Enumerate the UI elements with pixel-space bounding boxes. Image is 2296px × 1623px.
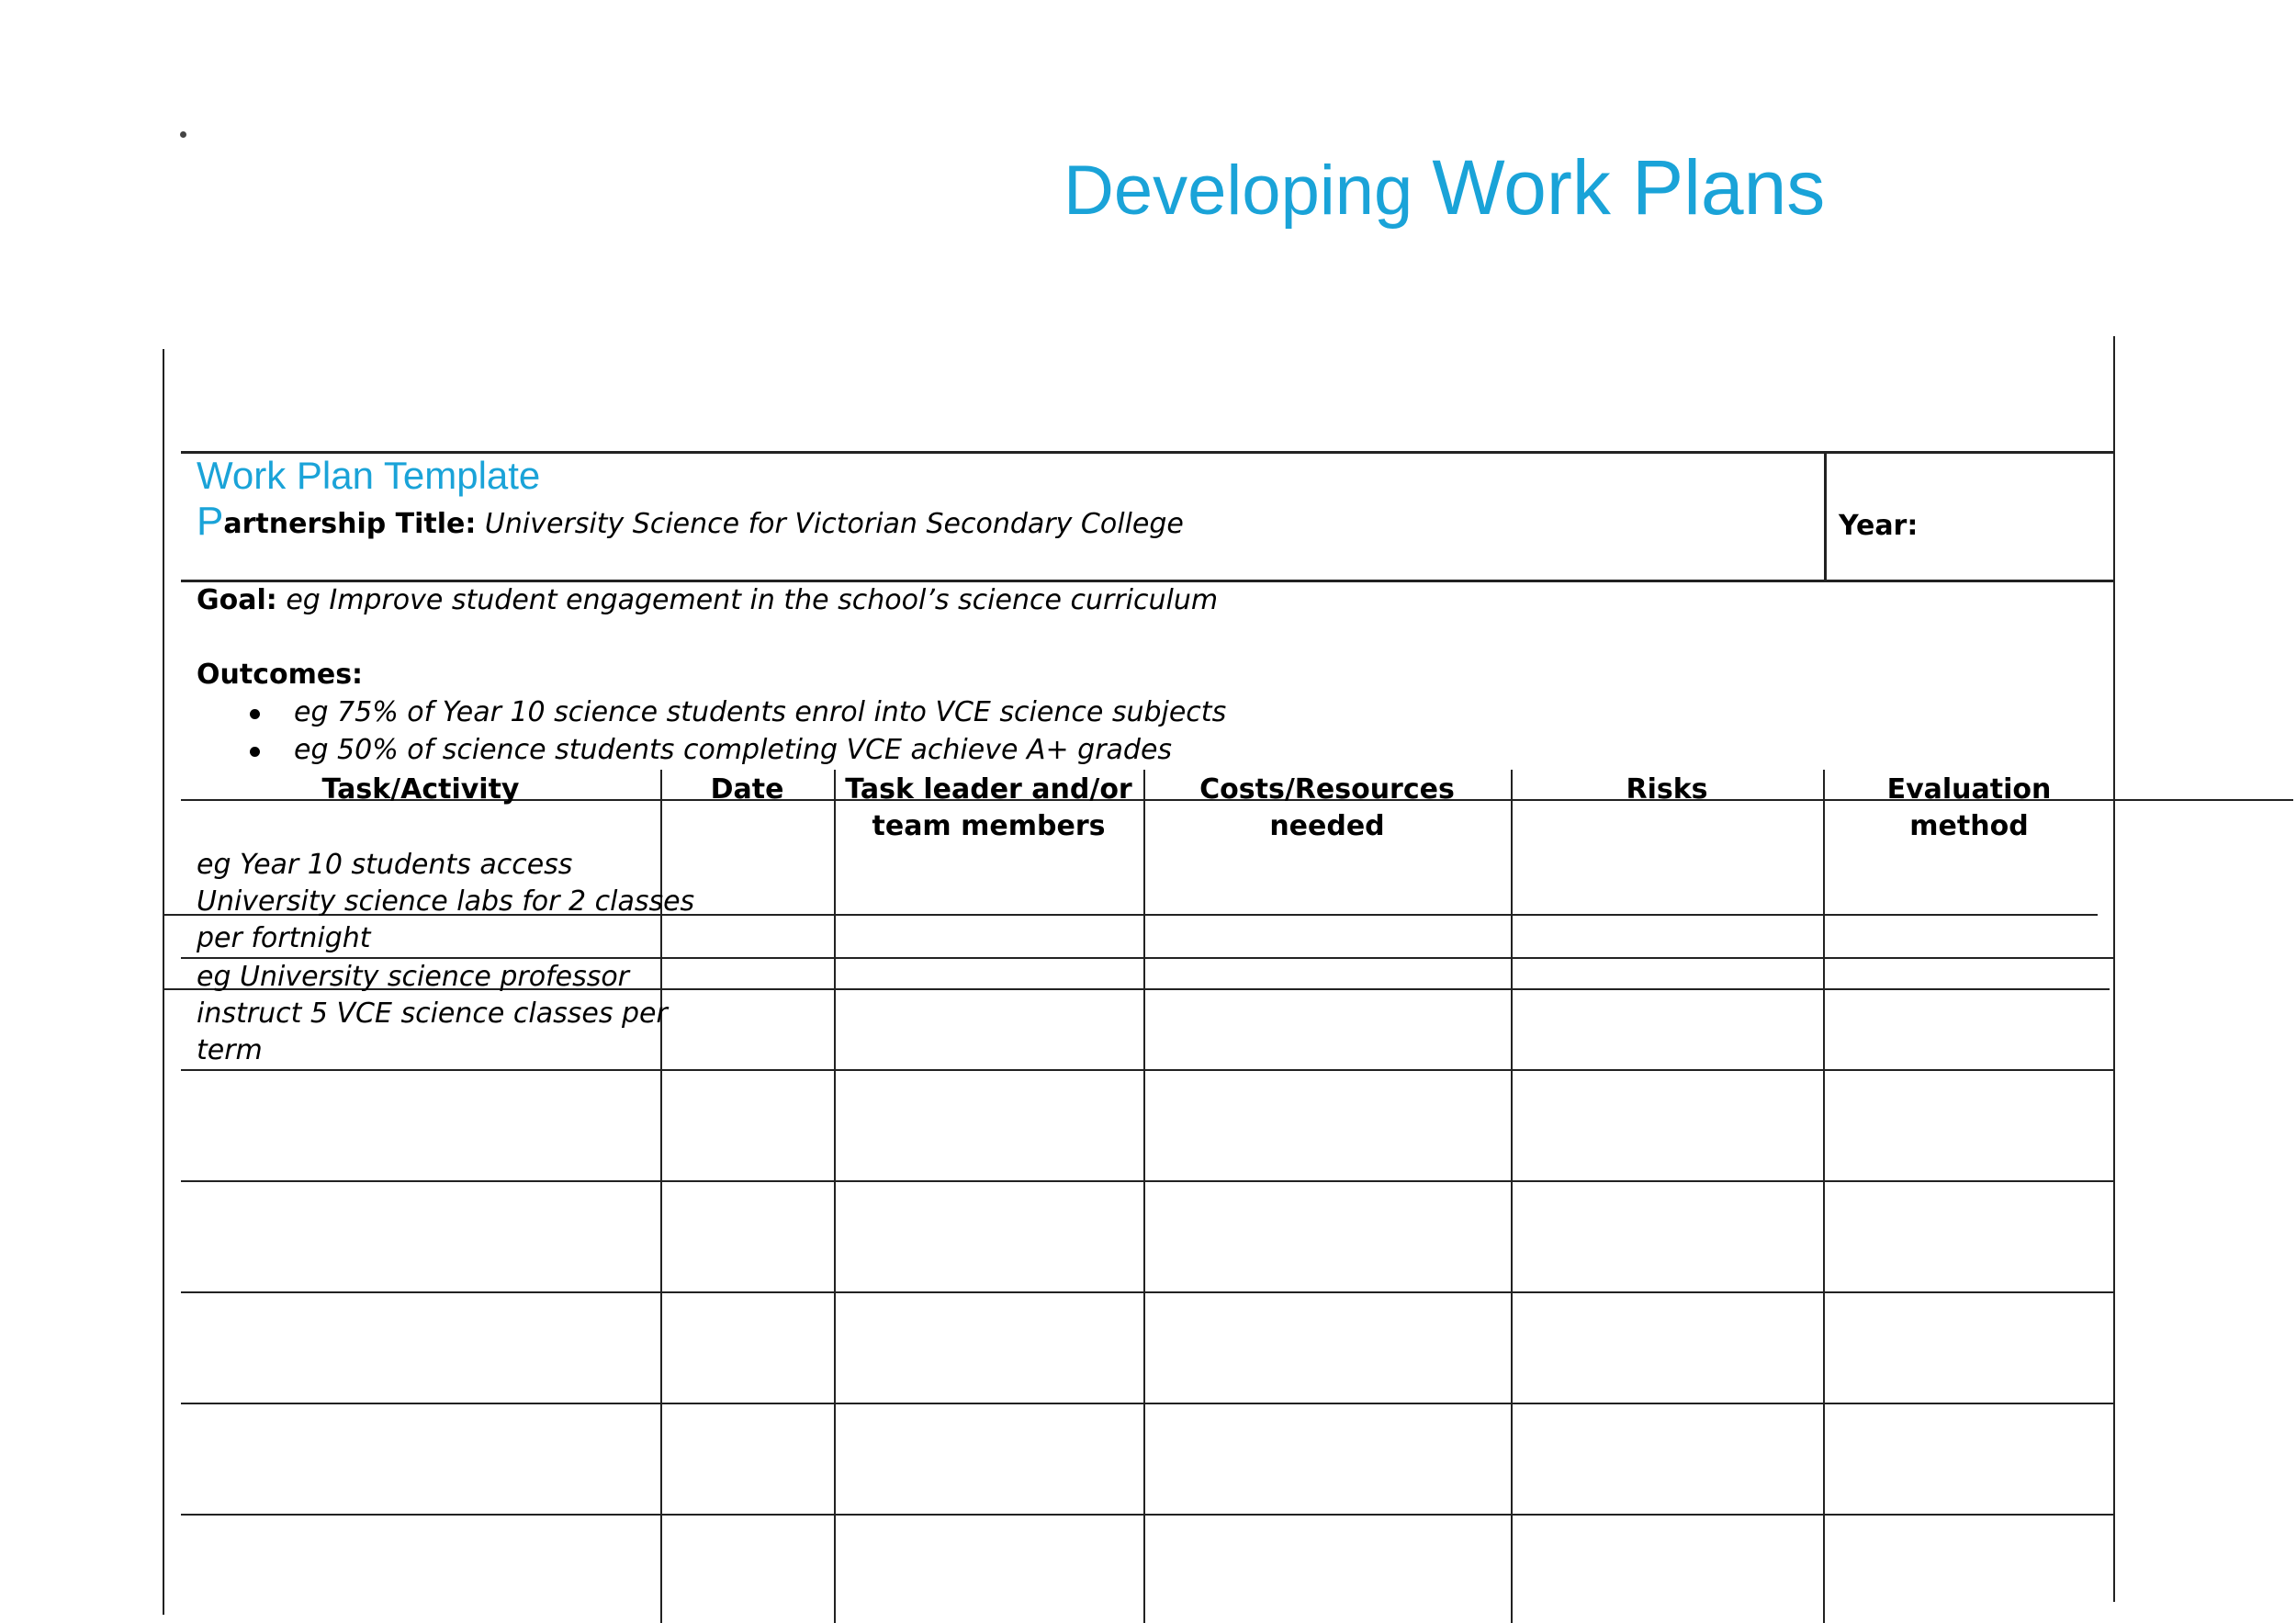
column-divider xyxy=(1143,770,1145,1623)
goal-label: Goal: xyxy=(197,584,277,616)
document-title-small: Developing xyxy=(1064,152,1413,230)
outcome-bullet xyxy=(250,709,260,719)
column-divider xyxy=(834,770,836,1623)
year-divider xyxy=(1824,451,1827,580)
outcome-bullet xyxy=(250,747,260,757)
right-border xyxy=(2113,336,2115,1602)
task-example-1 xyxy=(197,847,694,957)
partnership-initial: P xyxy=(197,499,224,544)
column-divider xyxy=(1511,770,1513,1623)
header-task: Task/Activity xyxy=(321,773,520,806)
goal-line xyxy=(197,584,1218,616)
header-leader-line1: Task leader and/or xyxy=(845,773,1132,806)
task-example-line: eg Year 10 students access xyxy=(197,849,573,881)
header-leader xyxy=(834,772,1143,845)
outcome-item: eg 75% of Year 10 science students enrol into VCE science subjects xyxy=(294,696,1227,728)
table-row-rule xyxy=(181,1180,2115,1182)
year-label: Year: xyxy=(1839,510,1919,542)
table-row-rule xyxy=(181,1069,2115,1071)
partnership-title xyxy=(197,499,1184,545)
partnership-value: University Science for Victorian Secondary College xyxy=(484,508,1184,540)
table-row-rule xyxy=(181,1403,2115,1404)
table-row-rule xyxy=(181,1291,2115,1293)
task-example-line: per fortnight xyxy=(197,922,371,954)
template-title: Work Plan Template xyxy=(197,454,541,497)
document-title-big: Work Plans xyxy=(1432,144,1826,231)
outcome-item: eg 50% of science students completing VCE achieve A+ grades xyxy=(294,734,1173,766)
partnership-label: artnership Title: xyxy=(223,508,477,540)
column-divider xyxy=(1823,770,1825,1623)
table-row-rule xyxy=(181,1514,2115,1516)
task-example-2 xyxy=(197,959,668,1069)
document-title xyxy=(1064,144,1826,231)
task-example-line: University science labs for 2 classes xyxy=(197,885,695,918)
left-border xyxy=(163,349,164,1615)
task-example-line: eg University science professor xyxy=(197,961,630,993)
task-example-line: term xyxy=(197,1034,263,1066)
header-date: Date xyxy=(710,773,784,806)
outcomes-label: Outcomes: xyxy=(197,659,364,691)
header-risks: Risks xyxy=(1626,773,1708,806)
header-costs: Costs/Resources needed xyxy=(1199,773,1455,842)
header-evaluation: Evaluation method xyxy=(1886,773,2052,842)
header-leader-line2: team members xyxy=(872,810,1106,842)
goal-value: eg Improve student engagement in the school’s science curriculum xyxy=(286,584,1219,616)
task-example-line: instruct 5 VCE science classes per xyxy=(197,997,668,1030)
bullet-dot xyxy=(180,131,186,138)
